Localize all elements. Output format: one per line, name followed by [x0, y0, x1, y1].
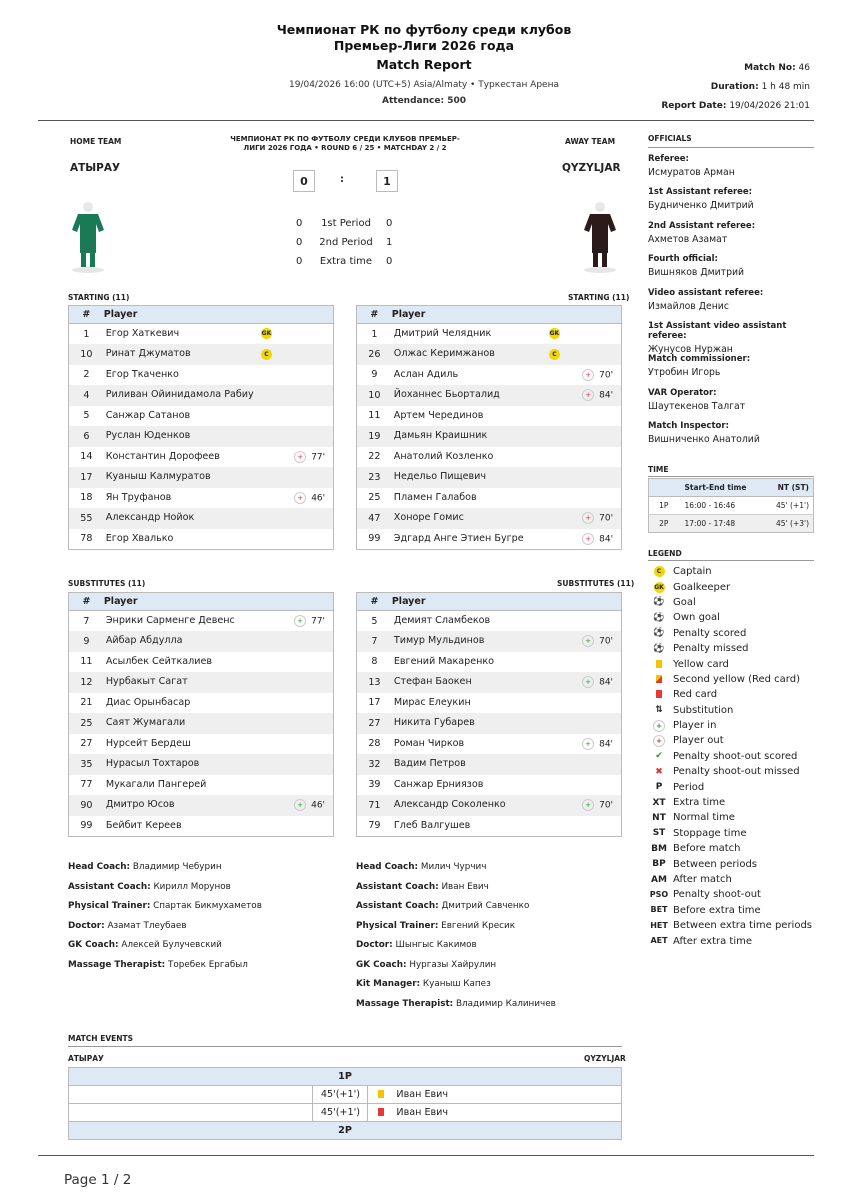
player-name: Саят Жумагали [104, 713, 261, 734]
table-row [69, 365, 334, 386]
player-number: 55 [69, 508, 104, 529]
player-number: 8 [371, 656, 378, 668]
player-in-icon: + [582, 799, 594, 811]
player-name: Демият Сламбеков [393, 615, 491, 626]
player-name: Ян Труфанов [105, 491, 172, 503]
table-row [69, 426, 334, 447]
staff-item: Physical Trainer: Евгений Кресик [356, 920, 516, 931]
legend-item: Red card [648, 687, 818, 702]
staff-item: GK Coach: Алексей Булучевский [68, 940, 222, 950]
staff-item: Massage Therapist: Торебек Ергабыл [68, 959, 248, 970]
substitution-minute: 84' [599, 534, 614, 544]
official-item: Fourth official: Вишняков Дмитрий [648, 254, 745, 279]
player-number: 14 [80, 451, 93, 463]
staff-item: Assistant Coach: Кирилл Морунов [68, 881, 231, 892]
legend-icon [648, 674, 670, 684]
table-row [69, 529, 334, 550]
player-name: Бейбит Кереев [105, 819, 182, 831]
table-row [357, 816, 622, 837]
legend-item: AET After extra time [648, 933, 818, 948]
legend-item: ⚽ Penalty missed [648, 641, 818, 656]
player-name: Нурбакыт Сагат [104, 672, 261, 693]
table-row [357, 344, 622, 365]
events-period-2p: 2P [69, 1122, 622, 1140]
player-name: Глеб Валгушев [393, 819, 471, 831]
away-starting-label: STARTING (11) [568, 293, 630, 302]
player-name: Аслан Адиль [393, 368, 459, 380]
away-team-name: QYZYLJAR [562, 162, 621, 174]
footer-divider [38, 1155, 814, 1156]
player-name: Пламен Галабов [393, 491, 477, 503]
legend-item: BET Before extra time [648, 903, 818, 918]
official-item: VAR Operator: Шаутекенов Талгат [648, 387, 746, 412]
attendance: Attendance: 500 [382, 96, 466, 106]
goalkeeper-icon: GK [549, 330, 560, 338]
home-staff-list [68, 858, 348, 975]
player-number: 19 [357, 426, 392, 447]
player-number: 32 [357, 754, 392, 775]
home-kit-icon [70, 200, 106, 274]
home-subs-table: # Player 7 Энрики Сарменге Девенс + 77' 9 Айбар Абдулла 11 Асылбек Сейткалиев 12 Нурбакыт Сагат 21 Диас Орынбасар 25 Саят Жумагали 27 Нурсейт Бердеш 35 Нурасыл Тохтаров 77 Мукагали Пангерей 90 Дмитро Юсов + 46' 99 Бейбит Кереев [68, 592, 334, 837]
player-number: 21 [80, 697, 93, 709]
home-team-name: АТЫРАУ [70, 162, 121, 174]
table-row [357, 324, 622, 345]
report-title-line2: Премьер-Лиги 2026 года [333, 38, 515, 53]
legend-icon: ⚽ [653, 628, 665, 639]
player-in-icon: + [582, 676, 594, 688]
legend-icon: GK [654, 583, 664, 591]
player-number: 25 [69, 713, 104, 734]
staff-item: Head Coach: Милич Чурчич [356, 862, 487, 872]
table-row [357, 775, 622, 796]
table-row [357, 734, 622, 755]
player-number: 7 [357, 631, 392, 652]
red-card-icon [378, 1108, 384, 1116]
legend-icon: HET [650, 920, 668, 930]
player-name: Дмитрий Челядник [393, 328, 492, 339]
player-number: 27 [357, 713, 392, 734]
away-subs-label: SUBSTITUTES (11) [557, 579, 635, 588]
substitution-minute: 46' [311, 493, 326, 504]
table-row [357, 488, 622, 509]
table-row [69, 406, 334, 427]
player-name: Диас Орынбасар [105, 696, 191, 708]
legend-icon: BM [651, 843, 667, 854]
legend-icon: + [648, 735, 670, 747]
player-number: 9 [69, 631, 104, 652]
player-name: Дмитро Юсов [104, 795, 261, 816]
player-name: Риливан Ойинидамола Рабиу [104, 385, 261, 406]
table-row [69, 734, 334, 755]
event-row: 45'(+1') Иван Евич [69, 1086, 622, 1104]
player-number: 99 [368, 533, 381, 544]
legend-item: HET Between extra time periods [648, 918, 818, 933]
legend-item: Second yellow (Red card) [648, 672, 818, 687]
table-row [69, 672, 334, 693]
away-staff-list [356, 858, 636, 1014]
away-team-label: AWAY TEAM [565, 137, 616, 146]
staff-item: Assistant Coach: Дмитрий Савченко [356, 901, 530, 911]
table-row [69, 467, 334, 488]
table-row [357, 652, 622, 673]
table-row [357, 631, 622, 652]
captain-icon: C [261, 349, 272, 360]
player-number: 11 [80, 656, 93, 668]
player-name: Анатолий Козленко [393, 450, 494, 462]
staff-item: Head Coach: Владимир Чебурин [68, 862, 222, 872]
player-name: Никита Губарев [392, 713, 549, 734]
legend-icon: ⚽ [653, 597, 665, 608]
legend-item: ⚽ Own goal [648, 610, 818, 625]
legend-list [648, 564, 818, 949]
home-starting-table: # Player 1 Егор Хаткевич GK 10 Ринат Джуматов C 2 Егор Ткаченко 4 Риливан Ойинидамола Рабиу 5 Санжар Сатанов 6 Руслан Юденков 14 Константин Дорофеев + 77' 17 Куаныш Калмуратов 18 Ян Труфанов + 46' 55 Александр Нойок 78 Егор Хвалько [68, 305, 334, 550]
legend-item: ST Stoppage time [648, 826, 818, 841]
player-name: Олжас Керимжанов [392, 344, 549, 365]
player-name: Ринат Джуматов [104, 344, 261, 365]
player-number: 99 [80, 820, 93, 831]
legend-icon: AM [651, 874, 667, 885]
legend-item: ✖ Penalty shoot-out missed [648, 764, 818, 779]
captain-icon: C [549, 349, 560, 360]
player-number: 39 [368, 779, 381, 791]
legend-icon: ⚽ [653, 612, 665, 623]
player-in-icon: + [582, 738, 594, 750]
header-divider [38, 120, 814, 121]
away-starting-table: # Player 1 Дмитрий Челядник GK 26 Олжас Керимжанов C 9 Аслан Адиль + 70' 10 Йоханнес Бьорталид + 84' 11 Артем Черединов 19 Дамьян Краишник 22 Анатолий Козленко 23 Недельо Пищевич 25 Пламен Галабов 47 Хоноре Гомис + 70' 99 Эдгард Анге Этиен Бугре + 84' [356, 305, 622, 550]
substitution-minute: 77' [311, 452, 326, 463]
time-row: 2P 17:00 - 17:48 45' (+3') [649, 515, 814, 533]
player-name: Роман Чирков [393, 737, 465, 749]
official-item: Referee: Исмуратов Арман [648, 154, 735, 178]
staff-item: Assistant Coach: Иван Евич [356, 881, 489, 892]
staff-item: GK Coach: Нургазы Хайрулин [356, 959, 497, 970]
legend-icon: NT [652, 812, 666, 823]
legend-icon: ✔ [655, 751, 663, 762]
official-item: 1st Assistant referee: Будниченко Дмитрий [648, 187, 754, 212]
player-number: 47 [357, 508, 392, 529]
legend-icon: P [655, 782, 663, 793]
player-number: 22 [368, 451, 381, 463]
table-row [357, 795, 622, 816]
player-number: 10 [69, 344, 104, 365]
substitution-minute: 70' [599, 513, 614, 524]
official-item: Video assistant referee: Измайлов Денис [648, 287, 764, 312]
substitution-minute: 46' [311, 800, 326, 811]
player-number: 79 [368, 820, 381, 831]
player-name: Руслан Юденков [104, 426, 261, 447]
legend-icon: BET [650, 905, 668, 915]
player-number: 18 [80, 492, 93, 504]
legend-item: PSO Penalty shoot-out [649, 889, 761, 901]
player-number: 10 [357, 385, 392, 406]
table-row [357, 754, 622, 775]
legend-icon: ST [652, 828, 666, 839]
player-name: Асылбек Сейткалиев [105, 655, 213, 667]
legend-icon [648, 659, 670, 669]
player-name: Мукагали Пангерей [105, 778, 207, 790]
player-out-icon: + [582, 512, 594, 524]
player-out-icon: + [582, 369, 594, 381]
legend-icon [648, 690, 670, 700]
substitution-minute: 70' [599, 370, 614, 381]
table-row [357, 467, 622, 488]
player-name: Вадим Петров [392, 754, 549, 775]
table-row [357, 406, 622, 427]
table-row [69, 775, 334, 796]
table-row [357, 693, 622, 714]
legend-icon: AET [650, 936, 668, 946]
player-out-icon: + [582, 389, 594, 401]
legend-item: ✔ Penalty shoot-out scored [648, 749, 818, 764]
competition-info: ЧЕМПИОНАТ РК ПО ФУТБОЛУ СРЕДИ КЛУБОВ ПРЕМЬЕР-ЛИГИ 2026 ГОДА • ROUND 6 / 25 • MATCHDAY 2 / 2 [230, 135, 460, 152]
legend-item: BP Between periods [648, 856, 818, 871]
player-number: 25 [368, 492, 381, 504]
substitution-minute: 70' [599, 800, 614, 811]
player-number: 90 [69, 795, 104, 816]
report-title-line3: Match Report [376, 57, 472, 72]
yellow-card-icon [378, 1090, 384, 1098]
table-row [69, 447, 334, 468]
home-score: 0 [293, 170, 315, 192]
player-name: Евгений Макаренко [393, 655, 495, 667]
home-subs-label: SUBSTITUTES (11) [68, 579, 146, 588]
official-item: Match commissioner: Утробин Игорь [648, 354, 751, 379]
player-in-icon: + [582, 635, 594, 647]
legend-item: NT Normal time [648, 810, 818, 825]
events-home-team: АТЫРАУ [68, 1054, 104, 1063]
legend-icon: C [648, 566, 670, 577]
officials-title: OFFICIALS [648, 134, 692, 143]
events-away-team: QYZYLJAR [584, 1054, 626, 1063]
player-name: Эдгард Анге Этиен Бугре [393, 532, 524, 544]
legend-divider [648, 560, 814, 561]
legend-item: AM After match [648, 872, 818, 887]
home-team-label: HOME TEAM [70, 137, 122, 146]
legend-icon: ⇅ [655, 705, 663, 716]
events-table [68, 1067, 622, 1140]
player-name: Мирас Елеукин [393, 696, 471, 708]
player-in-icon: + [294, 799, 306, 811]
player-name: Нурсейт Бердеш [105, 737, 191, 749]
legend-item: Yellow card [648, 656, 818, 671]
legend-item: GK Goalkeeper [648, 579, 818, 594]
table-row [357, 611, 622, 632]
player-number: 5 [371, 615, 378, 627]
player-number: 5 [83, 410, 90, 422]
player-out-icon: + [582, 533, 594, 545]
player-number: 4 [69, 385, 104, 406]
events-title: MATCH EVENTS [68, 1034, 134, 1043]
events-divider [68, 1046, 622, 1047]
player-number: 11 [368, 410, 381, 422]
legend-icon: XT [652, 797, 666, 808]
staff-item: Doctor: Шынгыс Какимов [356, 940, 477, 950]
player-name: Хоноре Гомис [392, 508, 549, 529]
player-number: 13 [357, 672, 392, 693]
player-name: Константин Дорофеев [105, 450, 220, 462]
period-scores: 0 1st Period 0 0 2nd Period 1 0 Extra time 0 [296, 218, 393, 267]
player-name: Егор Хаткевич [105, 328, 180, 339]
report-title-line1: Чемпионат РК по футболу среди клубов [276, 22, 572, 37]
table-row [69, 324, 334, 345]
event-row: 45'(+1') Иван Евич [69, 1104, 622, 1122]
table-row [357, 385, 622, 406]
table-row [357, 672, 622, 693]
player-number: 6 [69, 426, 104, 447]
legend-item: C Captain [648, 564, 818, 579]
player-name: Егор Хвалько [105, 532, 174, 544]
player-number: 28 [368, 738, 381, 750]
substitution-minute: 84' [599, 390, 614, 401]
time-table: Start-End time NT (ST) 1P 16:00 - 16:46 45' (+1') 2P 17:00 - 17:48 45' (+3') [648, 478, 814, 533]
player-number: 78 [80, 533, 93, 544]
legend-item: ⚽ Penalty scored [648, 626, 818, 641]
legend-item: XT Extra time [648, 795, 818, 810]
player-name: Александр Нойок [104, 508, 261, 529]
player-name: Недельо Пищевич [392, 467, 549, 488]
table-row [69, 795, 334, 816]
player-number: 9 [371, 369, 378, 381]
table-row [357, 529, 622, 550]
player-name: Санжар Ерниязов [393, 778, 484, 790]
legend-icon: + [648, 720, 670, 732]
legend-item: BM Before match [648, 841, 818, 856]
table-row [69, 344, 334, 365]
officials-divider [648, 147, 814, 148]
player-name: Энрики Сарменге Девенс [105, 615, 235, 626]
table-row [357, 426, 622, 447]
player-number: 17 [368, 697, 381, 709]
official-item: 2nd Assistant referee: Ахметов Азамат [648, 220, 756, 245]
player-in-icon: + [294, 615, 306, 627]
player-number: 1 [83, 328, 90, 340]
match-datetime-venue: 19/04/2026 16:00 (UTC+5) Asia/Almaty • Туркестан Арена [288, 80, 559, 90]
table-row [69, 693, 334, 714]
player-number: 1 [371, 328, 378, 340]
player-number: 35 [69, 754, 104, 775]
player-number: 23 [357, 467, 392, 488]
legend-icon: ⚽ [653, 643, 665, 654]
official-item: 1st Assistant video assistant referee: Жунусов Нуржан [648, 320, 787, 355]
player-name: Александр Соколенко [392, 795, 549, 816]
player-number: 12 [69, 672, 104, 693]
page-number: Page 1 / 2 [64, 1172, 132, 1188]
events-period-1p: 1P [69, 1068, 622, 1086]
substitution-minute: 84' [599, 739, 614, 750]
legend-item: + Player out [648, 733, 818, 748]
player-name: Стефан Баокен [392, 672, 549, 693]
table-row [69, 754, 334, 775]
player-name: Егор Ткаченко [105, 368, 179, 380]
time-row: 1P 16:00 - 16:46 45' (+1') [649, 497, 814, 515]
player-name: Куаныш Калмуратов [104, 467, 261, 488]
goalkeeper-icon: GK [261, 330, 272, 338]
player-name: Йоханнес Бьорталид [392, 385, 549, 406]
staff-item: Doctor: Азамат Тлеубаев [68, 920, 187, 931]
staff-item: Massage Therapist: Владимир Калиничев [356, 998, 556, 1009]
officials-list [648, 154, 818, 455]
player-name: Нурасыл Тохтаров [104, 754, 261, 775]
time-divider [648, 476, 814, 477]
legend-icon: PSO [649, 889, 669, 899]
legend-item: P Period [648, 779, 818, 794]
away-kit-icon [582, 200, 618, 274]
legend-item: ⚽ Goal [648, 595, 818, 610]
table-row [357, 713, 622, 734]
legend-icon: BP [652, 859, 666, 870]
table-row [357, 508, 622, 529]
player-name: Санжар Сатанов [105, 409, 191, 421]
player-number: 71 [357, 795, 392, 816]
player-out-icon: + [294, 451, 306, 463]
table-row [69, 713, 334, 734]
table-row [357, 447, 622, 468]
table-row [357, 365, 622, 386]
player-name: Дамьян Краишник [392, 426, 549, 447]
player-number: 7 [83, 615, 90, 627]
player-number: 2 [83, 369, 90, 381]
table-row [69, 611, 334, 632]
player-number: 17 [69, 467, 104, 488]
legend-item: + Player in [648, 718, 818, 733]
table-row [69, 508, 334, 529]
table-row [69, 488, 334, 509]
staff-item: Physical Trainer: Спартак Бикмухаметов [68, 901, 262, 911]
substitution-minute: 84' [599, 677, 614, 688]
substitution-minute: 70' [599, 636, 614, 647]
player-name: Артем Черединов [393, 409, 484, 421]
player-name: Айбар Абдулла [104, 631, 261, 652]
official-item: Match Inspector: Вишниченко Анатолий [648, 421, 760, 446]
staff-item: Kit Manager: Куаныш Капез [356, 979, 491, 989]
player-number: 77 [80, 779, 93, 791]
home-starting-label: STARTING (11) [68, 293, 130, 302]
legend-icon: ✖ [655, 766, 663, 777]
match-meta: Match No: 46 Duration: 1 h 48 min Report Date: 19/04/2026 21:01 [661, 63, 810, 111]
player-number: 26 [357, 344, 392, 365]
away-subs-table: # Player 5 Демият Сламбеков 7 Тимур Мульдинов + 70' 8 Евгений Макаренко 13 Стефан Баокен + 84' 17 Мирас Елеукин 27 Никита Губарев 28 Роман Чирков + 84' 32 Вадим Петров 39 Санжар Ерниязов 71 Александр Соколенко + 70' 79 Глеб Валгушев [356, 592, 622, 837]
legend-title: LEGEND [648, 549, 682, 558]
table-row [69, 816, 334, 837]
table-row [69, 385, 334, 406]
player-name: Тимур Мульдинов [392, 631, 549, 652]
time-title: TIME [648, 465, 669, 474]
player-out-icon: + [294, 492, 306, 504]
substitution-minute: 77' [311, 616, 326, 627]
table-row [69, 652, 334, 673]
score-separator: : [340, 174, 344, 185]
player-number: 27 [80, 738, 93, 750]
table-row [69, 631, 334, 652]
away-score: 1 [376, 170, 398, 192]
legend-item: ⇅ Substitution [648, 703, 818, 718]
